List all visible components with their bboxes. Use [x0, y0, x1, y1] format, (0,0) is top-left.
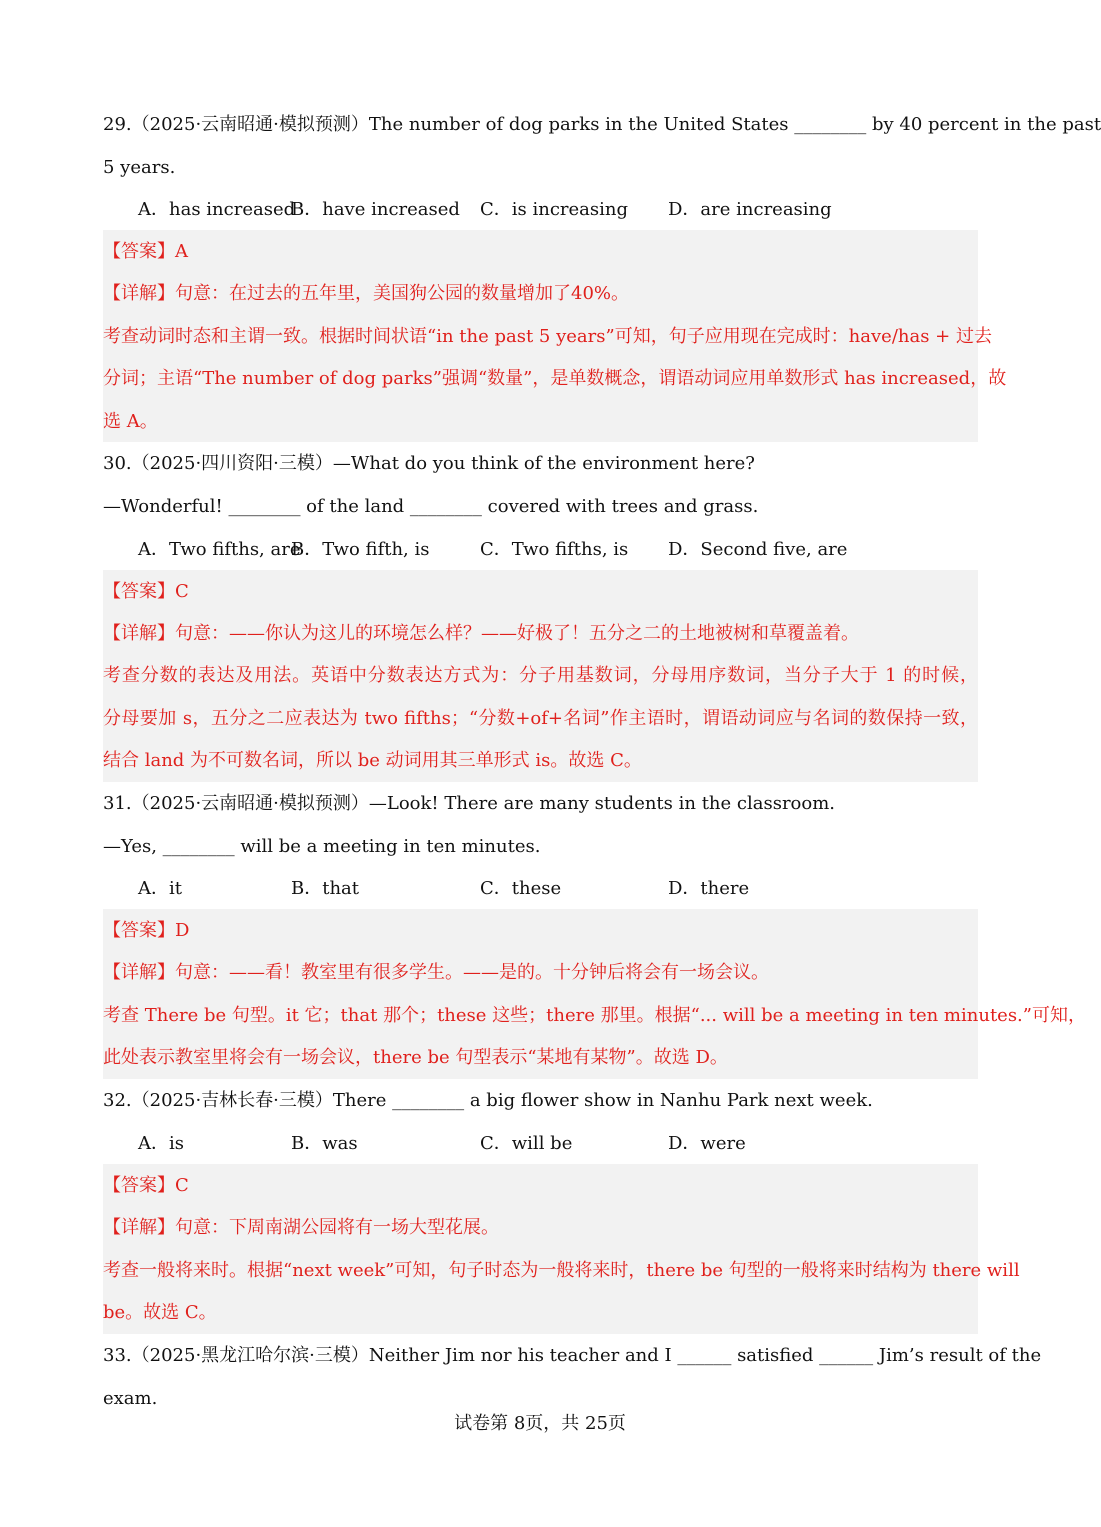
question-33-stem-line-1 [103, 1344, 1042, 1368]
question-30-option-d: D．Second five, are [668, 539, 848, 560]
question-number: 33. [103, 1345, 132, 1366]
question-30-explanation-line-4: 结合 land 为不可数名词，所以 be 动词用其三单形式 is。故选 C。 [103, 750, 642, 771]
question-30-stem-line-1 [103, 452, 978, 476]
question-29-explanation-line-4: 选 A。 [103, 411, 158, 432]
question-32-answer: 【答案】C [103, 1175, 189, 1196]
question-31-explanation-line-2: 考查 There be 句型。it 它；that 那个；these 这些；there 那里。根据“... will be a meeting in ten minutes.”可知， [103, 1005, 1086, 1026]
question-30-option-b: B．Two fifth, is [291, 539, 430, 560]
question-32-stem-line-1 [103, 1089, 978, 1113]
question-29-answer: 【答案】A [103, 241, 188, 262]
question-32-option-a: A．is [138, 1133, 184, 1154]
question-32-explanation-line-3: be。故选 C。 [103, 1302, 217, 1323]
question-stem-text: （2025·四川资阳·三模）—What do you think of the environment here? [131, 453, 755, 474]
question-29-option-c: C．is increasing [480, 199, 629, 220]
question-number: 29. [103, 114, 132, 135]
question-31-stem-line-1 [103, 792, 978, 816]
question-30-option-a: A．Two fifths, are [138, 539, 301, 560]
question-29-option-b: B．have increased [291, 199, 460, 220]
question-32-option-b: B．was [291, 1133, 358, 1154]
question-32-explanation-line-2: 考查一般将来时。根据“next week”可知，句子时态为一般将来时，there be 句型的一般将来时结构为 there will [103, 1260, 1020, 1281]
question-30-explanation-line-2: 考查分数的表达及用法。英语中分数表达方式为：分子用基数词，分母用序数词，当分子大于 1 的时候， [103, 665, 978, 686]
question-number: 31. [103, 793, 132, 814]
question-30-option-c: C．Two fifths, is [480, 539, 629, 560]
question-stem-text: （2025·云南昭通·模拟预测）The number of dog parks in the United States ________ by 40 percent in the past [131, 114, 1101, 135]
question-stem-text: （2025·黑龙江哈尔滨·三模）Neither Jim nor his teacher and I ______ satisfied ______ Jim’s result of the [131, 1345, 1042, 1366]
question-29-explanation-line-1: 【详解】句意：在过去的五年里，美国狗公园的数量增加了40%。 [103, 283, 630, 304]
question-31-option-c: C．these [480, 878, 562, 899]
question-29-stem-line-1 [103, 113, 1101, 137]
question-number: 32. [103, 1090, 132, 1111]
question-31-stem-line-2: —Yes, ________ will be a meeting in ten minutes. [103, 836, 541, 857]
question-31-option-b: B．that [291, 878, 360, 899]
question-32-option-c: C．will be [480, 1133, 573, 1154]
question-30-answer: 【答案】C [103, 581, 189, 602]
question-29-option-a: A．has increased [138, 199, 296, 220]
question-30-stem-line-2: —Wonderful! ________ of the land ________ covered with trees and grass. [103, 496, 759, 517]
question-31-explanation-line-1: 【详解】句意：——看！教室里有很多学生。——是的。十分钟后将会有一场会议。 [103, 962, 769, 983]
question-33-stem-line-2: exam. [103, 1388, 158, 1409]
question-30-explanation-line-3: 分母要加 s，五分之二应表达为 two fifths；“分数+of+名词”作主语时，谓语动词应与名词的数保持一致， [103, 708, 978, 729]
question-31-answer: 【答案】D [103, 920, 190, 941]
question-29-option-d: D．are increasing [668, 199, 832, 220]
question-stem-text: （2025·云南昭通·模拟预测）—Look! There are many students in the classroom. [131, 793, 836, 814]
question-stem-text: （2025·吉林长春·三模）There ________ a big flower show in Nanhu Park next week. [131, 1090, 873, 1111]
question-29-stem-line-2: 5 years. [103, 157, 176, 178]
question-29-explanation-line-3: 分词；主语“The number of dog parks”强调“数量”，是单数概念，谓语动词应用单数形式 has increased，故 [103, 368, 1007, 389]
page-footer: 试卷第 8页，共 25页 [454, 1413, 626, 1434]
question-31-explanation-line-3: 此处表示教室里将会有一场会议，there be 句型表示“某地有某物”。故选 D。 [103, 1047, 728, 1068]
question-32-option-d: D．were [668, 1133, 746, 1154]
question-30-explanation-line-1: 【详解】句意：——你认为这儿的环境怎么样？——好极了！五分之二的土地被树和草覆盖着。 [103, 623, 859, 644]
question-31-option-d: D．there [668, 878, 750, 899]
question-31-option-a: A．it [138, 878, 182, 899]
question-32-explanation-line-1: 【详解】句意：下周南湖公园将有一场大型花展。 [103, 1217, 499, 1238]
question-29-explanation-line-2: 考查动词时态和主谓一致。根据时间状语“in the past 5 years”可知，句子应用现在完成时：have/has + 过去 [103, 326, 992, 347]
question-number: 30. [103, 453, 132, 474]
